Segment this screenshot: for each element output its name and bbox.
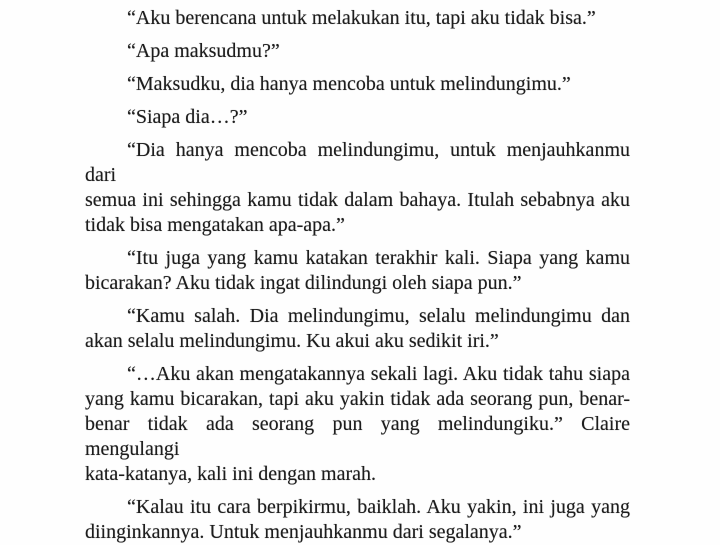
text-line: “…Aku akan mengatakannya sekali lagi. Aku tidak tahu siapa xyxy=(127,363,630,385)
dialogue-paragraph xyxy=(85,362,630,487)
text-line: bicarakan? Aku tidak ingat dilindungi oleh siapa pun.” xyxy=(85,272,522,294)
dialogue-paragraph xyxy=(85,39,630,64)
text-line: “Dia hanya mencoba melindungimu, untuk menjauhkanmu dari xyxy=(85,139,630,186)
dialogue-paragraph xyxy=(85,495,630,545)
dialogue-paragraph xyxy=(85,72,630,97)
text-line: tidak bisa mengatakan apa-apa.” xyxy=(85,214,345,236)
dialogue-paragraph xyxy=(85,246,630,296)
text-line: “Apa maksudmu?” xyxy=(127,40,280,62)
text-line: kata-katanya, kali ini dengan marah. xyxy=(85,463,376,485)
dialogue-paragraph xyxy=(85,6,630,31)
text-line: “Siapa dia…?” xyxy=(127,106,248,128)
text-line: yang kamu bicarakan, tapi aku yakin tidak ada seorang pun, benar- xyxy=(85,388,630,410)
dialogue-paragraph xyxy=(85,304,630,354)
dialogue-paragraph xyxy=(85,138,630,238)
text-line: diinginkannya. Untuk menjauhkanmu dari segalanya.” xyxy=(85,521,522,543)
page-text-column xyxy=(85,6,630,545)
text-line: “Kamu salah. Dia melindungimu, selalu melindungimu dan xyxy=(127,305,630,327)
text-line: “Aku berencana untuk melakukan itu, tapi aku tidak bisa.” xyxy=(127,7,596,29)
text-line: benar tidak ada seorang pun yang melindungiku.” Claire mengulangi xyxy=(85,413,630,460)
dialogue-paragraph xyxy=(85,105,630,130)
text-line: akan selalu melindungimu. Ku akui aku sedikit iri.” xyxy=(85,330,499,352)
text-line: semua ini sehingga kamu tidak dalam bahaya. Itulah sebabnya aku xyxy=(85,189,630,211)
text-line: “Maksudku, dia hanya mencoba untuk melindungimu.” xyxy=(127,73,571,95)
text-line: “Itu juga yang kamu katakan terakhir kali. Siapa yang kamu xyxy=(127,247,630,269)
text-line: “Kalau itu cara berpikirmu, baiklah. Aku yakin, ini juga yang xyxy=(127,496,630,518)
